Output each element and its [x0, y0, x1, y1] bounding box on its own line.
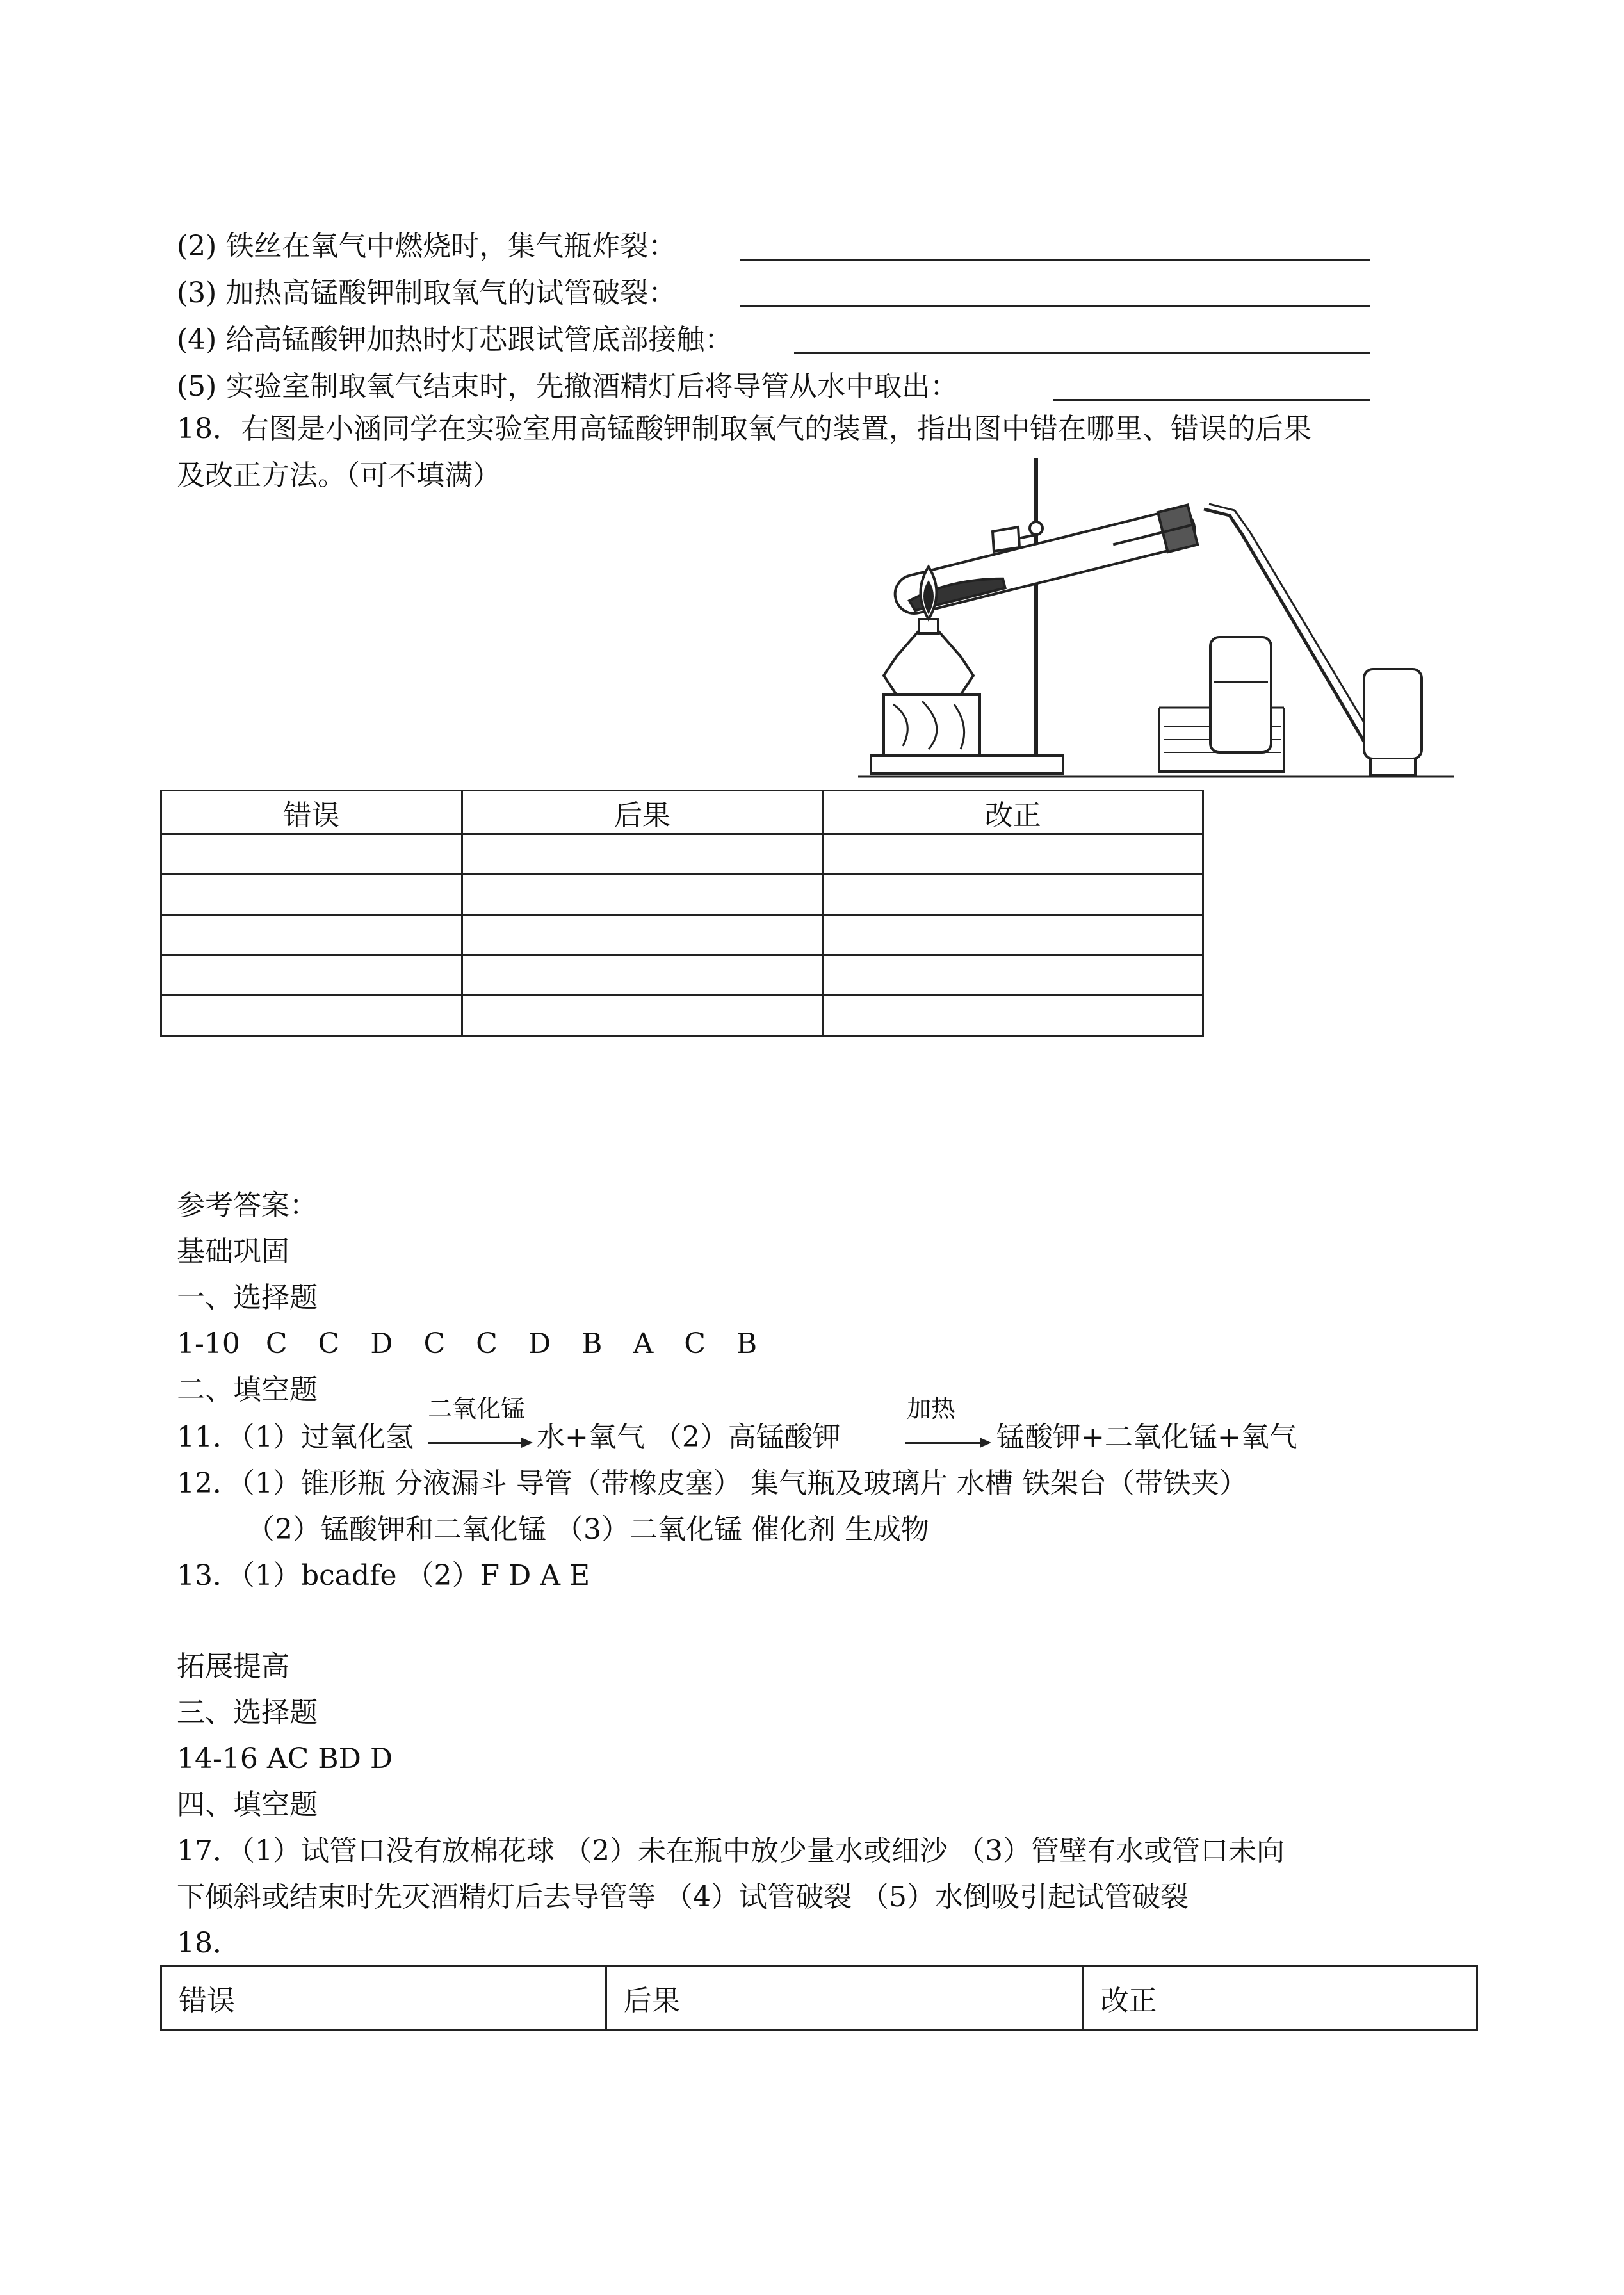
answer-17-line2: 下倾斜或结束时先灭酒精灯后去导管等 （4）试管破裂 （5）水倒吸引起试管破裂: [177, 1881, 1189, 1913]
oxygen-apparatus-figure: [858, 451, 1466, 784]
error-table: [160, 790, 1204, 1037]
section-choice-1: 一、选择题: [177, 1281, 318, 1314]
reaction-arrow-icon: [905, 1442, 989, 1444]
table-header-correction: 改正: [823, 791, 1203, 834]
answer-12-line2: （2）锰酸钾和二氧化锰 （3）二氧化锰 催化剂 生成物: [247, 1513, 929, 1546]
question-18-line2: 及改正方法。（可不填满）: [177, 459, 501, 492]
reaction-arrow-icon: [428, 1442, 530, 1444]
answer-table-header-consequence: 后果: [606, 1966, 1083, 2030]
question-3: (3) 加热高锰酸钾制取氧气的试管破裂：: [177, 277, 677, 309]
table-cell[interactable]: [823, 915, 1203, 955]
table-cell[interactable]: [462, 915, 823, 955]
question-18-line1: 18．右图是小涵同学在实验室用高锰酸钾制取氧气的装置，指出图中错在哪里、错误的后果: [177, 412, 1311, 445]
answer-17-line1: 17．（1）试管口没有放棉花球 （2）未在瓶中放少量水或细沙 （3）管壁有水或管口未向: [177, 1835, 1285, 1867]
section-fill-1: 二、填空题: [177, 1374, 318, 1406]
answer-item: B: [736, 1327, 758, 1360]
answer-item: A: [633, 1327, 654, 1360]
answer-11-prefix: 11．（1）过氧化氢: [177, 1421, 414, 1454]
question-5: (5) 实验室制取氧气结束时，先撤酒精灯后将导管从水中取出：: [177, 370, 959, 403]
table-cell[interactable]: [462, 996, 823, 1036]
answer-item: D: [370, 1327, 393, 1360]
answer-table: [160, 1965, 1478, 2031]
answer-table-header-correction: 改正: [1083, 1966, 1477, 2030]
answer-item: C: [476, 1327, 498, 1360]
answer-table-header-error: 错误: [161, 1966, 606, 2030]
answers-range-label: 1-10: [177, 1327, 240, 1360]
answer-blank-3[interactable]: [740, 305, 1370, 307]
answers-14-16: 14-16 AC BD D: [177, 1742, 393, 1775]
answer-item: D: [528, 1327, 551, 1360]
table-cell[interactable]: [161, 955, 462, 996]
section-basic: 基础巩固: [177, 1235, 289, 1268]
table-cell[interactable]: [161, 875, 462, 915]
table-cell[interactable]: [462, 875, 823, 915]
section-fill-4: 四、填空题: [177, 1788, 318, 1821]
table-cell[interactable]: [823, 875, 1203, 915]
section-choice-3: 三、选择题: [177, 1696, 318, 1729]
question-4: (4) 给高锰酸钾加热时灯芯跟试管底部接触：: [177, 323, 733, 356]
table-header-error: 错误: [161, 791, 462, 834]
answer-item: C: [318, 1327, 340, 1360]
answer-11-mid: 水+氧气 （2）高锰酸钾: [537, 1421, 841, 1454]
catalyst-label: 二氧化锰: [428, 1395, 526, 1423]
answer-blank-2[interactable]: [740, 259, 1370, 261]
table-cell[interactable]: [161, 834, 462, 875]
table-cell[interactable]: [823, 996, 1203, 1036]
table-cell[interactable]: [823, 955, 1203, 996]
table-cell[interactable]: [462, 955, 823, 996]
answer-18: 18．: [177, 1927, 241, 1959]
answers-title: 参考答案：: [177, 1189, 318, 1222]
table-cell[interactable]: [823, 834, 1203, 875]
heating-label: 加热: [907, 1395, 956, 1423]
answer-item: B: [581, 1327, 603, 1360]
answer-item: C: [684, 1327, 706, 1360]
answer-11-end: 锰酸钾+二氧化锰+氧气: [996, 1421, 1297, 1454]
answers-1-10: [177, 1325, 788, 1363]
table-cell[interactable]: [462, 834, 823, 875]
table-header-consequence: 后果: [462, 791, 823, 834]
answer-13: 13．（1）bcadfe （2）F D A E: [177, 1559, 590, 1592]
answer-blank-5[interactable]: [1053, 399, 1370, 401]
table-cell[interactable]: [161, 996, 462, 1036]
answer-12-line1: 12．（1）锥形瓶 分液漏斗 导管（带橡皮塞） 集气瓶及玻璃片 水槽 铁架台（带铁夹）: [177, 1467, 1247, 1500]
table-cell[interactable]: [161, 915, 462, 955]
answer-item: C: [265, 1327, 288, 1360]
question-2: (2) 铁丝在氧气中燃烧时，集气瓶炸裂：: [177, 230, 677, 263]
answer-item: C: [423, 1327, 446, 1360]
section-extend: 拓展提高: [177, 1650, 289, 1683]
answer-blank-4[interactable]: [794, 352, 1370, 354]
